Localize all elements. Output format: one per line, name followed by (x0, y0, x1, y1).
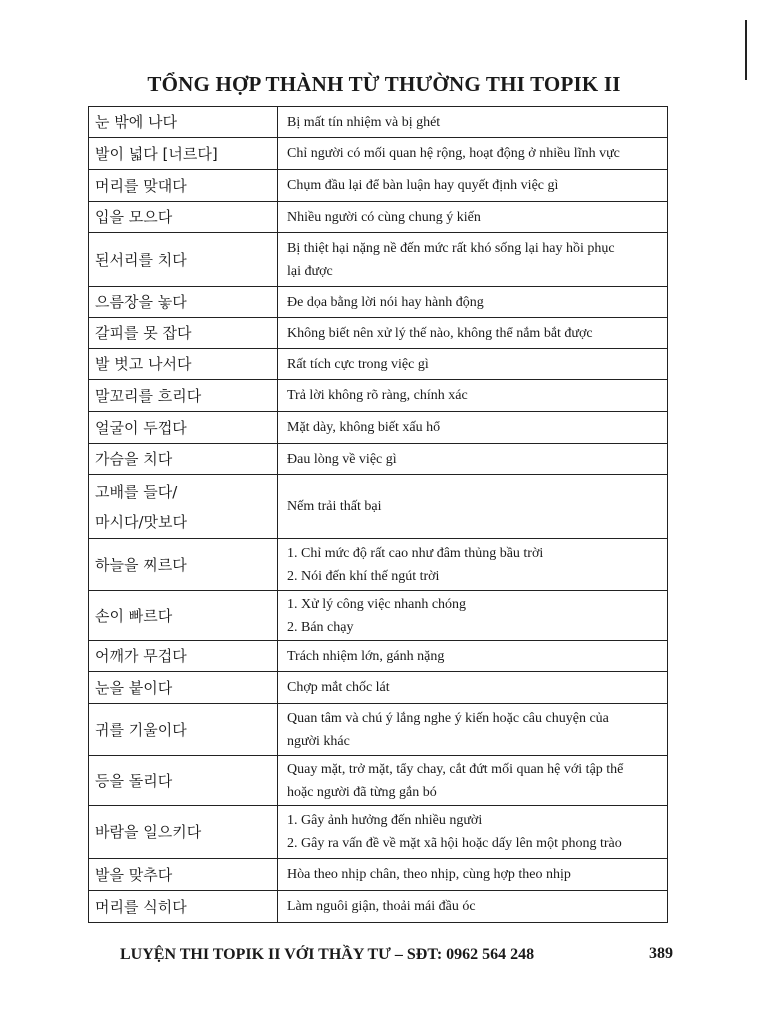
meaning-line: Đau lòng về việc gì (287, 451, 397, 467)
korean-line: 입을 모으다 (95, 208, 173, 226)
meaning-line: Chỉ người có mối quan hệ rộng, hoạt động ở nhiều lĩnh vực (287, 146, 620, 161)
meaning-line: Trách nhiệm lớn, gánh nặng (287, 648, 445, 664)
korean-line: 눈을 붙이다 (95, 678, 173, 697)
meaning-line: Quan tâm và chú ý lắng nghe ý kiến hoặc câu chuyện của (287, 710, 609, 726)
vietnamese-meaning (278, 539, 668, 591)
vietnamese-meaning (278, 859, 668, 891)
korean-line: 발을 맞추다 (95, 865, 173, 884)
korean-expression (89, 349, 278, 380)
vocab-row (89, 475, 668, 539)
vietnamese-meaning (278, 672, 668, 704)
korean-expression (89, 891, 278, 923)
korean-expression (89, 859, 278, 891)
vocab-row (89, 591, 668, 641)
korean-expression (89, 539, 278, 591)
meaning-line: Chụm đầu lại để bàn luận hay quyết định việc gì (287, 178, 559, 193)
vietnamese-meaning (278, 412, 668, 444)
vietnamese-meaning (278, 475, 668, 539)
vietnamese-meaning (278, 107, 668, 138)
meaning-line: Chợp mắt chốc lát (287, 680, 390, 695)
vocabulary-table (88, 106, 668, 923)
vocab-row (89, 539, 668, 591)
meaning-line: Trả lời không rõ ràng, chính xác (287, 388, 468, 403)
korean-expression (89, 704, 278, 756)
meaning-line: Quay mặt, trở mặt, tẩy chay, cắt đứt mối quan hệ với tập thể (287, 761, 624, 777)
vocab-row (89, 170, 668, 202)
meaning-line: 1. Chỉ mức độ rất cao như đâm thủng bầu trời (287, 545, 544, 561)
meaning-line: Mặt dày, không biết xấu hổ (287, 420, 441, 435)
meaning-line: lại được (287, 263, 333, 279)
korean-line: 으름장을 놓다 (95, 293, 187, 311)
vocab-row (89, 859, 668, 891)
korean-line: 고배를 들다/ (95, 482, 178, 501)
vietnamese-meaning (278, 641, 668, 672)
vocab-row (89, 891, 668, 923)
korean-line: 바람을 일으키다 (95, 823, 202, 841)
korean-line: 머리를 맞대다 (95, 176, 187, 195)
meaning-line: 2. Bán chạy (287, 619, 354, 635)
meaning-line: 2. Gây ra vấn đề về mặt xã hội hoặc dấy lên một phong trào (287, 836, 622, 851)
korean-line: 가슴을 치다 (95, 450, 173, 468)
korean-expression (89, 412, 278, 444)
korean-line: 등을 돌리다 (95, 771, 173, 790)
meaning-line: Không biết nên xử lý thế nào, không thể nắm bắt được (287, 325, 593, 341)
vocabulary-table-body (89, 107, 668, 923)
vietnamese-meaning (278, 591, 668, 641)
korean-expression (89, 318, 278, 349)
meaning-line: người khác (287, 733, 350, 749)
korean-expression (89, 287, 278, 318)
korean-line: 갈피를 못 잡다 (95, 324, 192, 342)
page-title: TỔNG HỢP THÀNH TỪ THƯỜNG THI TOPIK II (147, 72, 621, 96)
meaning-line: 2. Nói đến khí thế ngút trời (287, 568, 440, 584)
meaning-line: Bị mất tín nhiệm và bị ghét (287, 114, 441, 130)
vietnamese-meaning (278, 202, 668, 233)
korean-expression (89, 641, 278, 672)
korean-line: 귀를 기울이다 (95, 720, 187, 739)
meaning-line: Bị thiệt hại nặng nề đến mức rất khó sống lại hay hồi phục (287, 240, 615, 256)
meaning-line: 1. Xử lý công việc nhanh chóng (287, 596, 467, 612)
vocab-row (89, 107, 668, 138)
vocab-row (89, 412, 668, 444)
vocab-row (89, 138, 668, 170)
meaning-line: 1. Gây ảnh hưởng đến nhiều người (287, 813, 483, 828)
korean-expression (89, 170, 278, 202)
scan-edge-line (745, 20, 747, 80)
meaning-line: hoặc người đã từng gắn bó (287, 784, 437, 800)
korean-expression (89, 672, 278, 704)
korean-line: 얼굴이 두껍다 (95, 418, 187, 437)
vietnamese-meaning (278, 349, 668, 380)
vocab-row (89, 380, 668, 412)
vocab-row (89, 806, 668, 859)
meaning-line: Đe dọa bằng lời nói hay hành động (287, 294, 484, 310)
korean-line: 어깨가 무겁다 (95, 647, 187, 665)
korean-expression (89, 380, 278, 412)
vocab-row (89, 641, 668, 672)
korean-expression (89, 475, 278, 539)
vocab-row (89, 704, 668, 756)
vocab-row (89, 349, 668, 380)
vocab-row (89, 444, 668, 475)
korean-expression (89, 756, 278, 806)
vocab-row (89, 233, 668, 287)
korean-line: 눈 밖에 나다 (95, 113, 177, 131)
page-number: 389 (649, 945, 673, 962)
korean-line: 손이 빠르다 (95, 606, 173, 625)
meaning-line: Nhiều người có cùng chung ý kiến (287, 209, 481, 225)
vietnamese-meaning (278, 138, 668, 170)
meaning-line: Hòa theo nhịp chân, theo nhịp, cùng hợp theo nhịp (287, 867, 571, 882)
meaning-line: Nếm trải thất bại (287, 499, 382, 514)
korean-expression (89, 202, 278, 233)
korean-expression (89, 806, 278, 859)
korean-expression (89, 138, 278, 170)
meaning-line: Làm nguôi giận, thoải mái đầu óc (287, 899, 476, 914)
korean-expression (89, 591, 278, 641)
korean-line: 하늘을 찌르다 (95, 555, 187, 574)
vocab-row (89, 756, 668, 806)
korean-line: 머리를 식히다 (95, 897, 187, 916)
vietnamese-meaning (278, 756, 668, 806)
vietnamese-meaning (278, 806, 668, 859)
korean-line: 발이 넓다 [너르다] (95, 144, 218, 163)
vietnamese-meaning (278, 233, 668, 287)
korean-line: 말꼬리를 흐리다 (95, 386, 202, 405)
vocab-row (89, 318, 668, 349)
korean-expression (89, 444, 278, 475)
korean-line: 발 벗고 나서다 (95, 355, 192, 373)
vocab-row (89, 287, 668, 318)
vietnamese-meaning (278, 318, 668, 349)
vietnamese-meaning (278, 444, 668, 475)
vietnamese-meaning (278, 380, 668, 412)
footer-contact: LUYỆN THI TOPIK II VỚI THẦY TƯ – SĐT: 0962 564 248 (120, 946, 535, 963)
vietnamese-meaning (278, 170, 668, 202)
vocab-row (89, 672, 668, 704)
meaning-line: Rất tích cực trong việc gì (287, 356, 429, 372)
korean-expression (89, 107, 278, 138)
korean-expression (89, 233, 278, 287)
korean-line: 마시다/맛보다 (95, 512, 187, 531)
korean-line: 된서리를 치다 (95, 250, 187, 269)
vietnamese-meaning (278, 287, 668, 318)
vocab-row (89, 202, 668, 233)
vietnamese-meaning (278, 891, 668, 923)
vietnamese-meaning (278, 704, 668, 756)
